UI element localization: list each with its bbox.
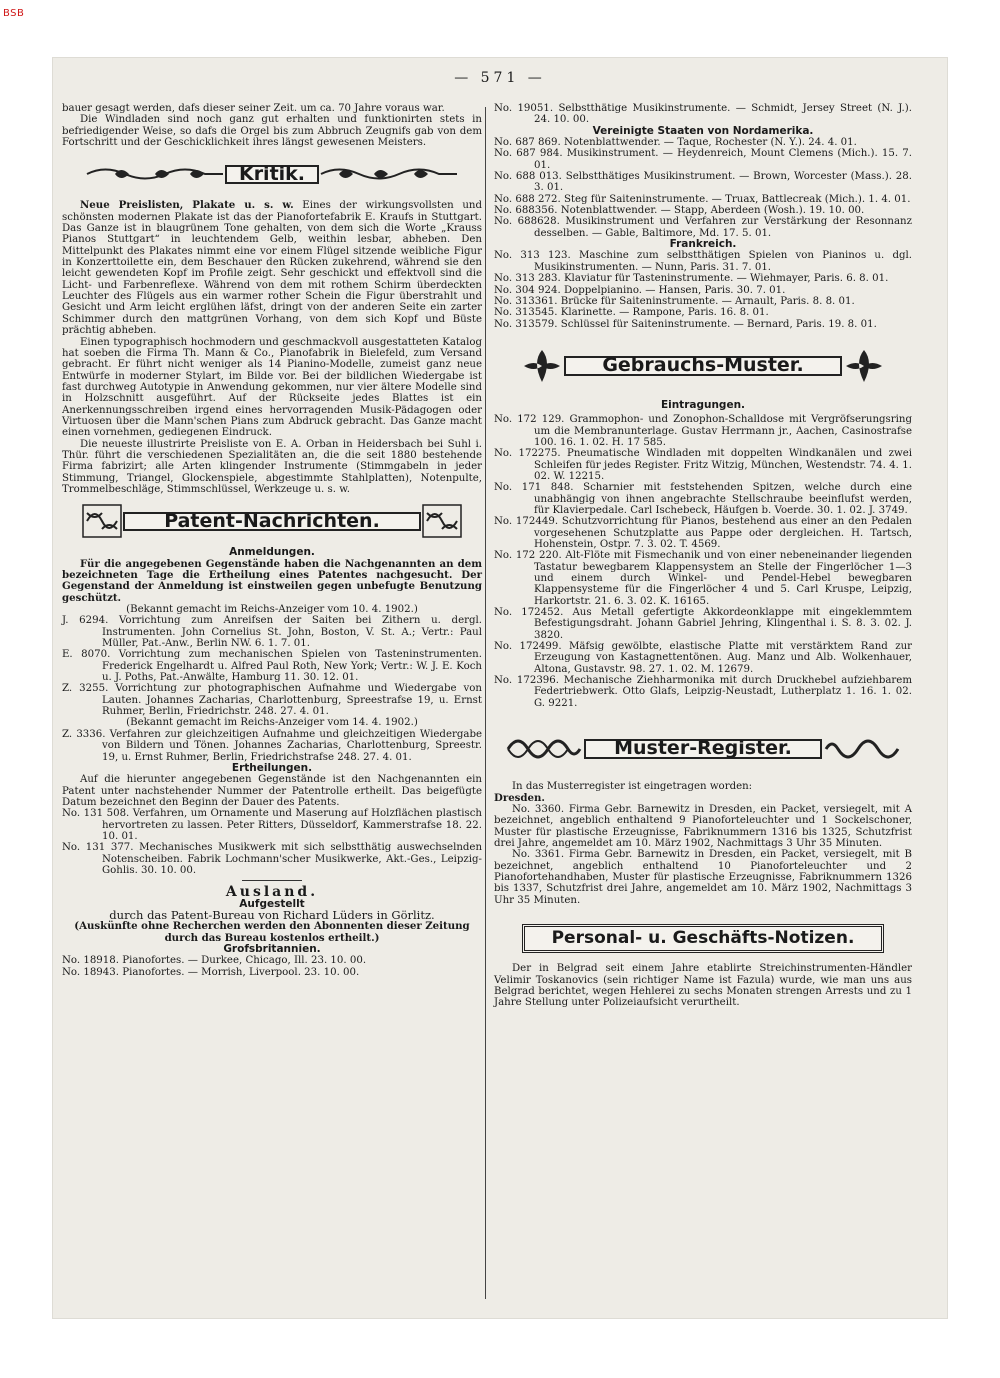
scroll-ornament-left-icon [85,163,225,185]
kritik-text-1: Eines der wirkungsvollsten und schönsten modernen Plakate ist das der Pianofortefabrik E. Kraufs in Stuttgart. Das Ganze ist in blaugrünem Tone gehalten, von dem sich die Worte „Krauss Pianos Stuttgart“ in leuchtendem Gelb, weithin lesbar, abheben. Den Mittelpunkt des Plakates nimmt eine vor einem Flügel sitzende weibliche Figur in Konzerttoilette ein, dem Beschauer den Rücken zukehrend, während sie den leicht gewendeten Kopf im Profile zeigt. Sehr geschickt und effektvoll sind die Licht- und Farbenreflexe. Während von dem mit rothem Schirm überdeckten Leuchter des Flügels aus ein warmer rother Schein die Figur überstrahlt und Gesicht und Arm leicht erglühen läfst, dringt von der anderen Seite ein zarter Schimmer durch den mattgrünen Vorhang, von dem sich Kopf und Büste prächtig abheben. [62,200,482,337]
gm-entry: No. 172 129. Grammophon- und Zonophon-Schalldose mit Vergröfserungsring um die Membranunterlage. Gustav Herrmann jr., Aachen, Casinostrafse 100. 16. 1. 02. H. 17 585. [494,414,912,448]
fr-entry: No. 313 283. Klaviatur für Tasteninstrumente. — Wiehmayer, Paris. 6. 8. 01. [494,273,889,285]
fr-entry: No. 313361. Brücke für Saiteninstrumente. — Arnault, Paris. 8. 8. 01. [494,295,855,307]
us-entry: No. 687 869. Notenblattwender. — Taque, Rochester (N. Y.). 24. 4. 01. [494,137,857,149]
gebrauchs-title: Gebrauchs-Muster. [564,356,842,375]
newspaper-page [52,57,948,1319]
ausland-title: Ausland. [225,884,319,901]
fr-entry: No. 313 123. Maschine zum selbstthätigen Spielen von Pianinos u. dgl. Musikinstrumenten. — Nunn, Paris. 31. 7. 01. [494,250,912,273]
us-entry: No. 688 013. Selbstthätiges Musikinstrument. — Brown, Worcester (Mass.). 28. 3. 01. [494,171,912,194]
ertheilungen-intro: Auf die hierunter angegebenen Gegenstände ist den Nachgenannten ein Patent unter nachstehender Nummer der Patentrolle ertheilt. Das beigefügte Datum bezeichnet den Beginn der Dauer des Patents. [62,774,482,808]
muster-paragraph-1: No. 3360. Firma Gebr. Barnewitz in Dresden, ein Packet, versiegelt, mit A bezeichnet, angeblich enthaltend 9 Pianoforteleuchter und 1 Sockelschoner, Muster für plastische Erzeugnisse, Fabriknummern 1316 bis 1325, Schutzfrist drei Jahre, angemeldet am 10. März 1902, Nachmittags 3 Uhr 35 Minuten. [494,803,912,849]
notice-1: (Bekannt gemacht im Reichs-Anzeiger vom 10. 4. 1902.) [126,604,418,616]
fr-entry: No. 304 924. Doppelpianino. — Hansen, Paris. 30. 7. 01. [494,284,786,296]
anmeldungen-heading: Anmeldungen. [229,546,315,559]
intro-paragraph-1: bauer gesagt werden, dafs dieser seiner Zeit. um ca. 70 Jahre voraus war. [62,103,445,114]
patent-title: Patent-Nachrichten. [123,512,421,531]
usa-heading: Vereinigte Staaten von Nordamerika. [592,124,814,137]
knot-ornament-left-icon [504,731,584,767]
gebrauchs-banner [494,338,912,394]
intro-paragraph-2: Die Windladen sind noch ganz gut erhalten und funktionirten stets in befriedigender Weise, so dafs die Orgel bis zum Abbruch Zeugnifs gab von dem Fortschritt und der Geschicklichkeit ihres längst gewesenen Meisters. [62,114,482,149]
scroll-ornament-right-icon [319,163,459,185]
column-divider [485,107,486,1299]
us-entry: No. 688356. Notenblattwender. — Stapp, Aberdeen (Wosh.). 19. 10. 00. [494,205,865,217]
kritik-lead: Neue Preislisten, Plakate u. s. w. [80,199,294,212]
muster-city: Dresden. [494,791,545,804]
left-column [62,103,482,978]
ausland-subtitle: Aufgestellt [239,897,305,910]
gm-entry: No. 172396. Mechanische Ziehharmonika mit durch Druckhebel aufziehbarem Federtriebwerk. Otto Glafs, Leipzig-Neustadt, Lutherplatz 1. 16. 1. 02. G. 9221. [494,675,912,709]
kritik-paragraph-1 [62,200,482,336]
france-heading: Frankreich. [669,238,737,251]
gb-entry: No. 18918. Pianofortes. — Durkee, Chicago, Ill. 23. 10. 00. [62,955,367,967]
eintragungen-heading: Eintragungen. [660,398,746,411]
right-column [494,103,912,1009]
ausland-bureau: durch das Patent-Bureau von Richard Lüders in Görlitz. [109,907,435,922]
flourish-right-icon [421,503,463,539]
kritik-paragraph-2: Einen typographisch hochmodern und geschmackvoll ausgestatteten Katalog hat soeben die Firma Th. Mann & Co., Pianofabrik in Bielefeld, zum Versand gebracht. Er führt nicht weniger als 14 Pianino-Modelle, zumeist ganz neue Entwürfe in moderner Stylart, im Bilde vor. Bei der bildlichen Wiedergabe ist fast durchweg Autotypie in Anwendung gekommen, nur vier ältere Modelle sind in Holzschnitt ausgeführt. Auf der Rückseite jedes Blattes ist ein Anerkennungsschreiben irgend eines hervorragenden Musik-Pädagogen oder Virtuosen über die Mann'schen Pians zum Abdruck gebracht. Das Ganze macht einen vornehmen, gediegenen Eindruck. [62,336,482,439]
anmeldungen-intro: Für die angegebenen Gegenstände haben die Nachgenannten an dem bezeichneten Tage die Ertheilung eines Patentes nachgesucht. Der Gegenstand der Anmeldung ist einstweilen gegen unbefugte Benutzung geschützt. [62,557,482,604]
muster-title: Muster-Register. [584,739,822,758]
ausland-note: (Auskünfte ohne Recherchen werden den Abonnenten dieser Zeitung durch das Bureau kostenlos ertheilt.) [74,920,470,944]
gb-heading: Grofsbritannien. [223,943,321,955]
us-entry: No. 19051. Selbstthätige Musikinstrumente. — Schmidt, Jersey Street (N. J.). 24. 10. 00. [494,103,912,126]
muster-intro: In das Musterregister ist eingetragen worden: [512,781,753,793]
gm-entry: No. 171 848. Scharnier mit feststehenden Spitzen, welche durch eine unabhängig von ihnen angebrachte Stellschraube beeinflufst werden, für Klavierpedale. Carl Ischebeck, Häufgen b. Voerde. 30. 1. 02. J. 3749. [494,482,912,516]
us-entry: No. 688628. Musikinstrument und Verfahren zur Verstärkung der Resonnanz desselben. — Gable, Baltimore, Md. 17. 5. 01. [494,216,912,239]
fleur-left-icon [520,346,564,386]
patent-entry: No. 131 508. Verfahren, um Ornamente und Maserung auf Holzflächen plastisch hervortreten zu lassen. Peter Ritters, Düsseldorf, Kammerstrafse 18. 22. 10. 01. [62,808,482,842]
muster-paragraph-2: No. 3361. Firma Gebr. Barnewitz in Dresden, ein Packet, versiegelt, mit B bezeichnet, angeblich enthaltend 10 Pianoforteleuchter und 2 Pianofortehandhaben, Muster für plastische Erzeugnisse, Fabriknummern 1326 bis 1337, Schutzfrist drei Jahre, angemeldet am 10. März 1902, Nachmittags 3 Uhr 35 Minuten. [494,849,912,906]
kritik-banner [62,154,482,194]
kritik-paragraph-3: Die neueste illustrirte Preisliste von E. A. Orban in Heidersbach bei Suhl i. Thür. führt die verschiedenen Spezialitäten an, die die seit 1880 bestehende Firma fabrizirt; alle Arten klingender Instrumente (Stimmgabeln in jeder Stimmung, Triangel, Glockenspiele, abgestimmte Stahlplatten), Notenpulte, Trommelbeschläge, Stimmschlüssel, Werkzeuge u. s. w. [62,438,482,495]
patent-entry: J. 6294. Vorrichtung zum Anreifsen der Saiten bei Zithern u. dergl. Instrumenten. John Cornelius St. John, Boston, V. St. A.; Vertr.: Paul Müller, Pat.-Anw., Berlin NW. 6. 1. 7. 01. [62,615,482,650]
patent-entry: Z. 3336. Verfahren zur gleichzeitigen Aufnahme und gleichzeitigen Wiedergabe von Bildern und Tönen. Johannes Zacharias, Charlottenburg, Spreestr. 19, u. Ernst Ruhmer, Berlin, Friedrichstrafse 248. 27. 4. 01. [62,728,482,763]
patent-entry: No. 131 377. Mechanisches Musikwerk mit sich selbstthätig auswechselnden Notenscheiben. Fabrik Lochmann'scher Musikwerke, Akt.-Ges., Leipzig-Gohlis. 30. 10. 00. [62,842,482,876]
kritik-title: Kritik. [225,165,319,184]
notice-2: (Bekannt gemacht im Reichs-Anzeiger vom 14. 4. 1902.) [126,717,418,729]
page-number: — 571 — [454,70,546,86]
patent-entry: E. 8070. Vorrichtung zum mechanischen Spielen von Tasteninstrumenten. Frederick Engelhardt u. Alfred Paul Roth, New York; Vertr.: W. J. E. Koch u. J. Poths, Pat.-Anwälte, Hamburg 11. 30. 12. 01. [62,649,482,684]
gm-entry: No. 172452. Aus Metall gefertigte Akkordeonklappe mit eingeklemmtem Befestigungsdraht. Johann Gabriel Jehring, Klingenthal i. S. 8. 3. 02. J. 3820. [494,607,912,641]
separator [242,880,302,881]
knot-ornament-right-icon [822,731,902,767]
patent-entry: Z. 3255. Vorrichtung zur photographischen Aufnahme und Wiedergabe von Lauten. Johannes Zacharias, Charlottenburg, Spreestrafse 19, u. Ernst Ruhmer, Berlin, Friedrichstr. 248. 27. 4. 01. [62,683,482,718]
personal-banner [494,924,912,953]
flourish-left-icon [81,503,123,539]
gm-entry: No. 172 220. Alt-Flöte mit Fismechanik und von einer nebeneinander liegenden Tastatur bewegbarem Klappensystem an Stelle der Fingerlöcher 1—3 und einem durch Winkel- und Pendel-Hebel bewegbaren Klappensysteme für die Fingerlöcher 4 und 5. Carl Kruspe, Leipzig, Harkortstr. 21. 6. 3. 02. K. 16165. [494,550,912,607]
personal-paragraph: Der in Belgrad seit einem Jahre etablirte Streichinstrumenten-Händler Velimir Toskanovics (sein richtiger Name ist Fazula) wurde, wie man uns aus Belgrad berichtet, wegen Hehlerei zu sechs Monaten strengen Arrests und zu 1 Jahre Stellung unter Polizeiaufsicht verurtheilt. [494,963,912,1009]
gb-entry: No. 18943. Pianofortes. — Morrish, Liverpool. 23. 10. 00. [62,966,360,978]
fleur-right-icon [842,346,886,386]
gm-entry: No. 172275. Pneumatische Windladen mit doppelten Windkanälen und zwei Schleifen für jedes Register. Fritz Witzig, München, Westendstr. 74. 4. 1. 02. W. 12215. [494,448,912,482]
us-entry: No. 688 272. Steg für Saiteninstrumente. — Truax, Battlecreak (Mich.). 1. 4. 01. [494,193,911,205]
gm-entry: No. 172449. Schutzvorrichtung für Pianos, bestehend aus einer an den Pedalen vorgesehenen Schutzplatte aus Pappe oder dergleichen. H. Tartsch, Hohenstein, Ostpr. 7. 3. 02. T. 4569. [494,516,912,550]
fr-entry: No. 313545. Klarinette. — Rampone, Paris. 16. 8. 01. [494,307,769,319]
muster-banner [494,723,912,775]
us-entry: No. 687 984. Musikinstrument. — Heydenreich, Mount Clemens (Mich.). 15. 7. 01. [494,148,912,171]
personal-title: Personal- u. Geschäfts-Notizen. [522,924,884,953]
gm-entry: No. 172499. Mäfsig gewölbte, elastische Platte mit verstärktem Rand zur Erzeugung von Kastagnettentönen. Aug. Manz und Alb. Wolkenhauer, Altona, Gustavstr. 98. 27. 1. 02. M. 12679. [494,641,912,675]
ertheilungen-heading: Ertheilungen. [231,761,313,774]
fr-entry: No. 313579. Schlüssel für Saiteninstrumente. — Bernard, Paris. 19. 8. 01. [494,318,877,330]
bsb-label: BSB [3,8,25,19]
patent-banner [62,501,482,541]
